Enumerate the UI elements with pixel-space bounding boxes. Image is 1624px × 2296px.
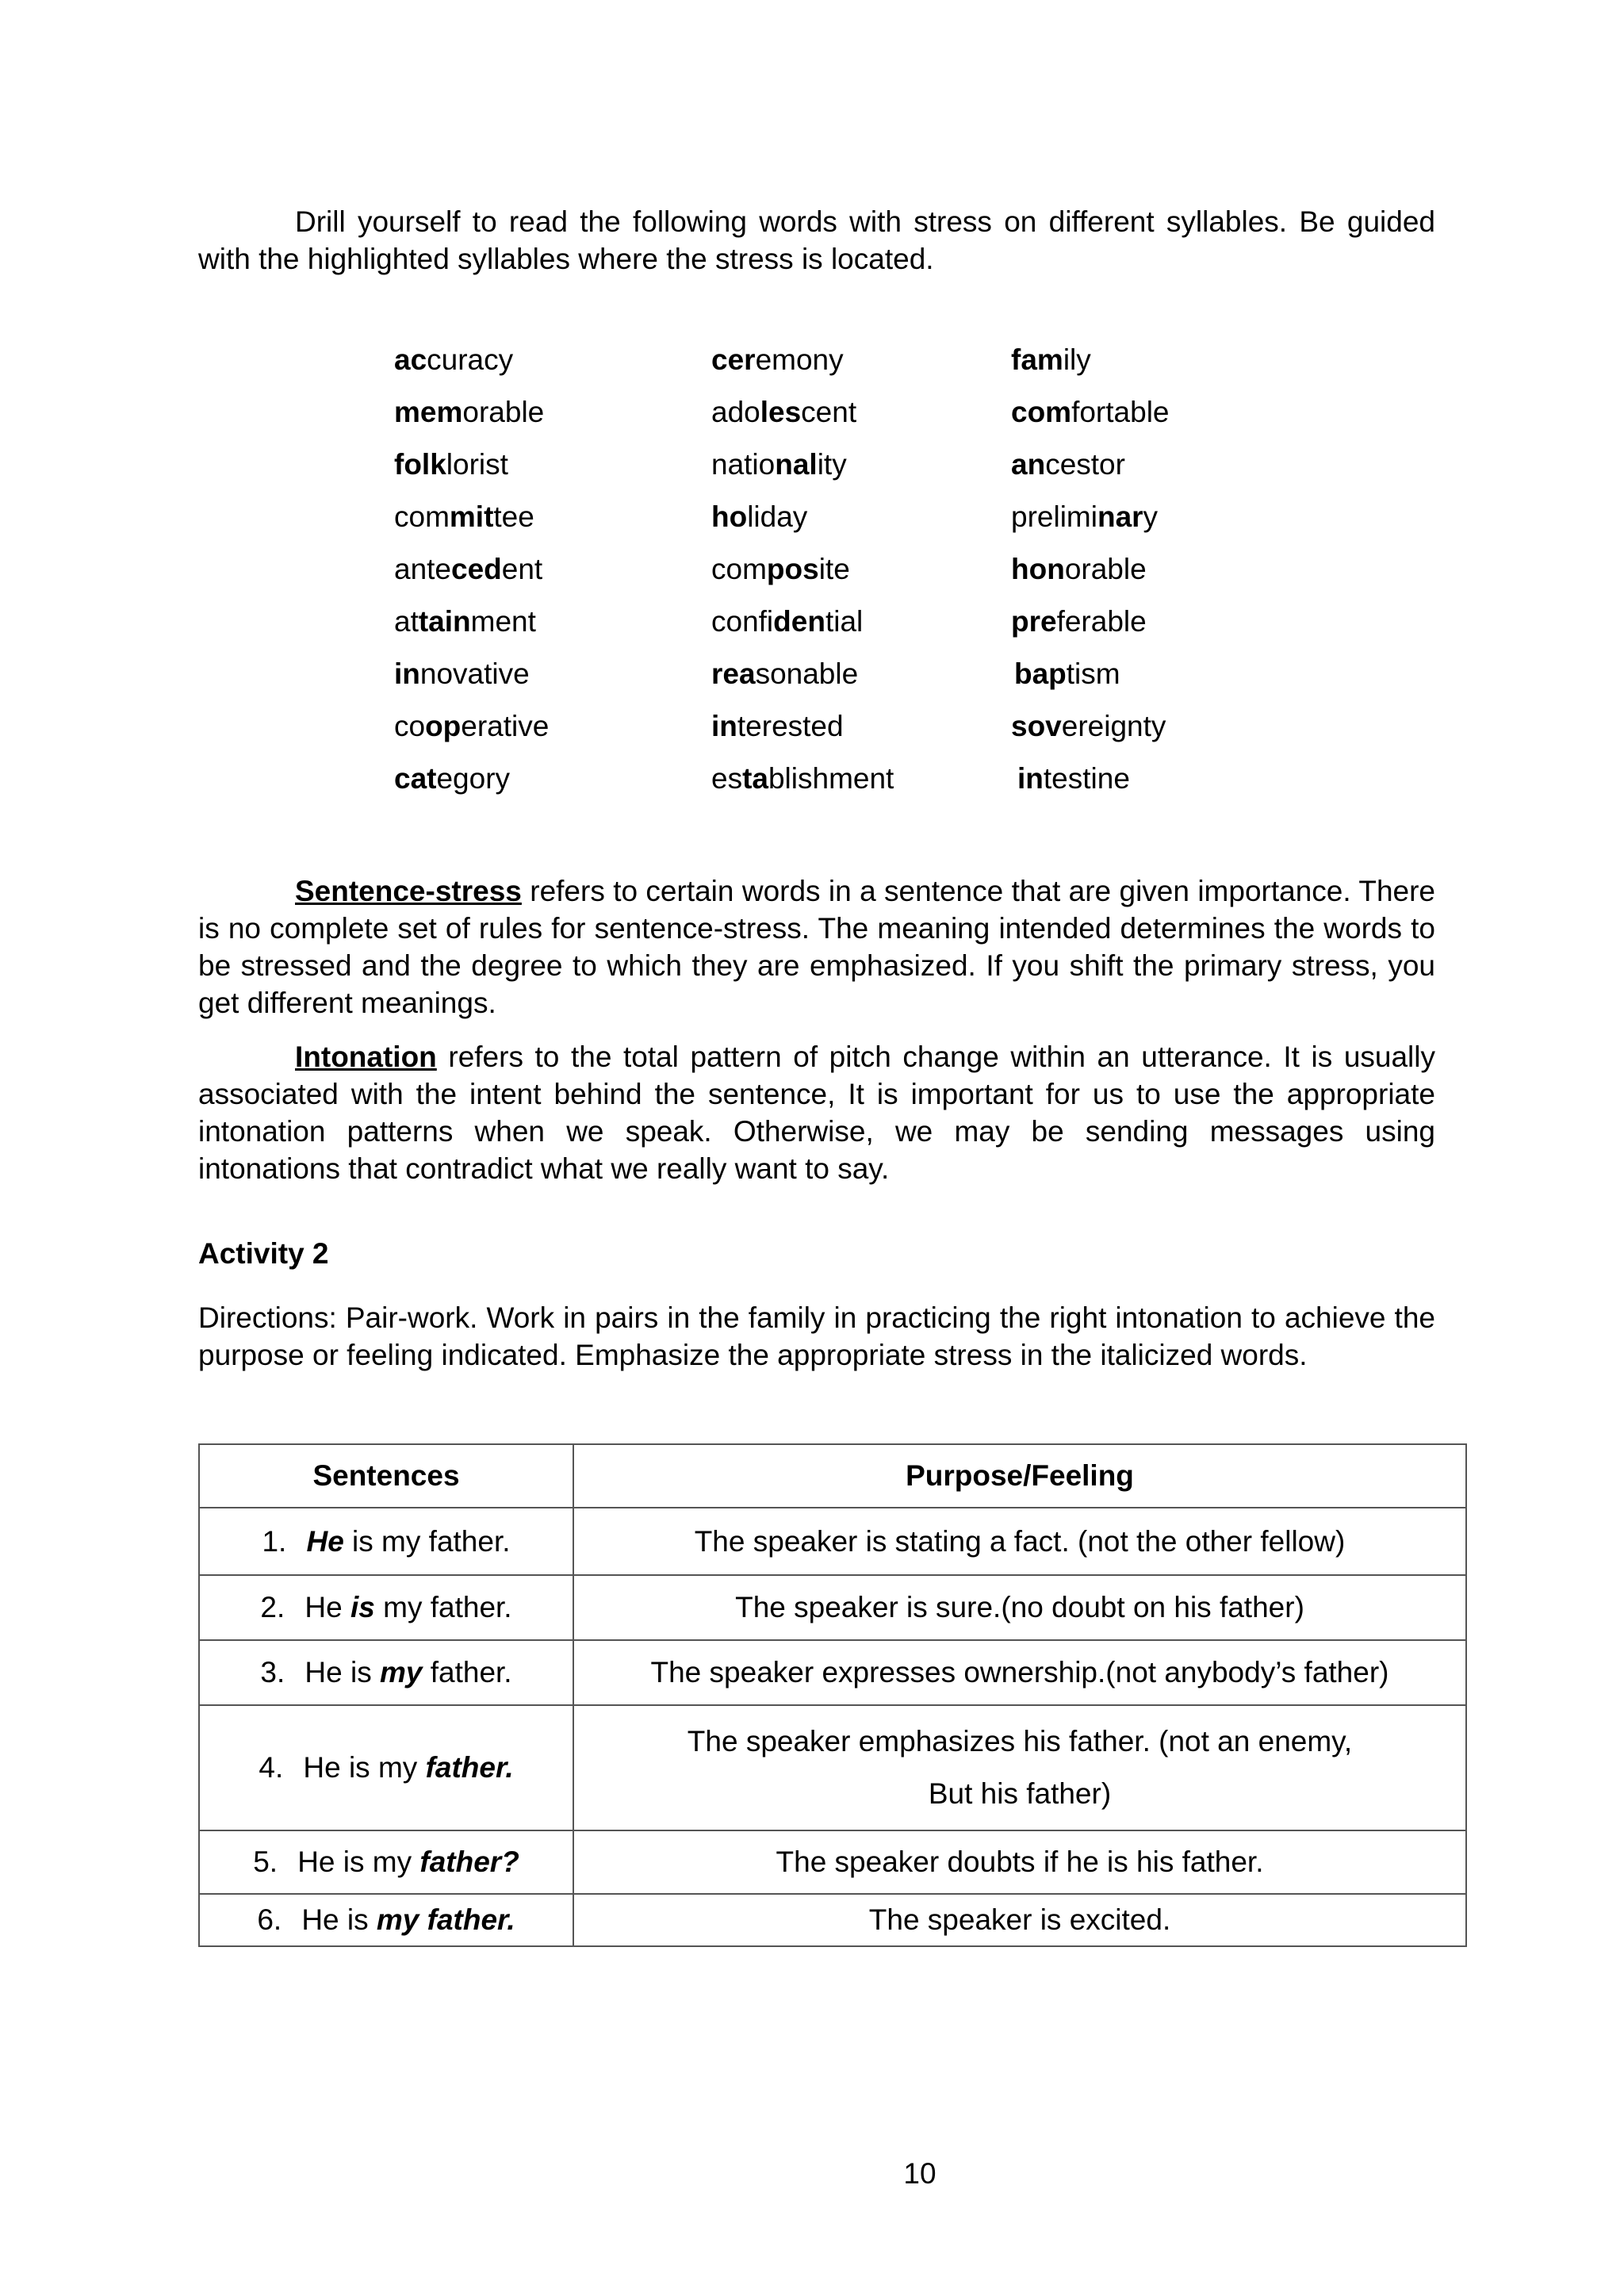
stress-word: composite [711,553,850,585]
stress-word: baptism [1014,657,1120,690]
sentence-cell: 4. He is my father. [199,1705,573,1830]
table-header-row [199,1444,1466,1508]
intonation-term: Intonation [295,1041,437,1073]
stress-word: interested [711,710,844,742]
stress-word: attainment [394,605,536,638]
sentence-stress-term: Sentence-stress [295,875,522,907]
stress-word: reasonable [711,657,859,690]
sentence-stress-paragraph [198,872,1435,1022]
stress-word: cooperative [394,710,550,742]
stress-word: confidential [711,605,864,638]
activity-directions [198,1299,1435,1374]
stress-word: folklorist [394,448,508,481]
header-purpose-feeling: Purpose/Feeling [573,1444,1466,1508]
stress-word: adolescent [711,396,857,428]
intonation-paragraph [198,1038,1435,1187]
stress-word: nationality [711,448,847,481]
table-row [199,1830,1466,1894]
stress-word: intestine [1017,762,1130,795]
table-row [199,1575,1466,1640]
intonation-table [198,1443,1467,1947]
stress-word: memorable [394,396,545,428]
table-row [199,1705,1466,1830]
sentence-cell: 2. He is my father. [199,1575,573,1640]
table-row [199,1640,1466,1705]
sentence-cell: 6. He is my father. [199,1894,573,1946]
feeling-cell: The speaker expresses ownership.(not anybody’s father) [573,1640,1466,1705]
header-sentences: Sentences [199,1444,573,1508]
stress-word: innovative [394,657,530,690]
stress-word: preferable [1011,605,1147,638]
intro-paragraph [198,203,1435,278]
stress-word: committee [394,500,534,533]
stress-word: family [1011,343,1091,376]
stress-word: preliminary [1011,500,1159,533]
stress-word: accuracy [394,343,514,376]
stress-word: comfortable [1011,396,1170,428]
stress-word: ceremony [711,343,844,376]
feeling-cell: The speaker emphasizes his father. (not an enemy, But his father) [573,1705,1466,1830]
stress-word: antecedent [394,553,543,585]
stress-word: category [394,762,511,795]
table-row [199,1894,1466,1946]
intonation-text: refers to the total pattern of pitch change within an utterance. It is usually associated with the intent behind the sentence, It is important for us to use the appropriate intonation patterns when we speak. Otherwise, we may be sending messages using intonations that contradict what we really want to say. [198,1041,1435,1185]
feeling-cell: The speaker doubts if he is his father. [573,1830,1466,1894]
directions-text: Directions: Pair-work. Work in pairs in the family in practicing the right intonation to achieve the purpose or feeling indicated. Emphasize the appropriate stress in the italicized words. [198,1301,1435,1371]
stress-word: honorable [1011,553,1147,585]
feeling-cell: The speaker is stating a fact. (not the other fellow) [573,1508,1466,1575]
stress-word: holiday [711,500,808,533]
feeling-cell: The speaker is sure.(no doubt on his father) [573,1575,1466,1640]
sentence-stress-text: refers to certain words in a sentence that are given importance. There is no complete set of rules for sentence-stress. The meaning intended determines the words to be stressed and the degree to which they are emphasized. If you shift the primary stress, you get different meanings. [198,875,1435,1019]
page-number: 10 [903,2157,936,2190]
activity-title: Activity 2 [198,1237,329,1270]
stress-word: sovereignty [1011,710,1166,742]
stress-word: establishment [711,762,894,795]
stress-word: ancestor [1011,448,1125,481]
sentence-cell: 1. He is my father. [199,1508,573,1575]
feeling-cell: The speaker is excited. [573,1894,1466,1946]
table-row [199,1508,1466,1575]
sentence-cell: 5. He is my father? [199,1830,573,1894]
intro-text: Drill yourself to read the following words with stress on different syllables. Be guided with the highlighted syllables where the stress is located. [198,205,1435,275]
sentence-cell: 3. He is my father. [199,1640,573,1705]
